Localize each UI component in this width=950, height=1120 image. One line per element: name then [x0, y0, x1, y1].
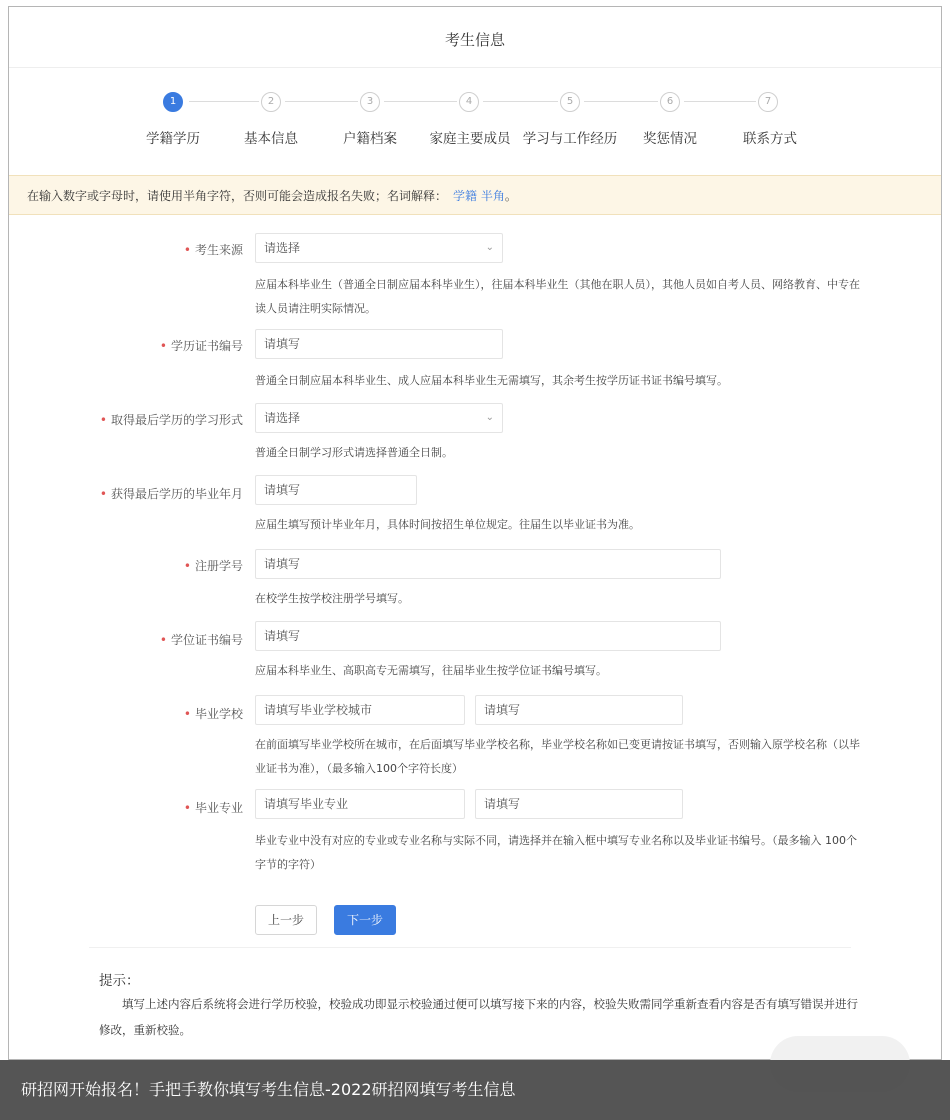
step-connector	[584, 101, 658, 102]
half-width-notice	[9, 175, 941, 215]
step-4-label[interactable]: 家庭主要成员	[429, 131, 511, 147]
field-help: 普通全日制应届本科毕业生、成人应届本科毕业生无需填写，其余考生按学历证书证书编号填写。	[255, 374, 728, 387]
tips-title: 提示：	[99, 973, 140, 989]
required-mark: •	[183, 801, 191, 815]
step-2-dot[interactable]: 2	[261, 92, 281, 112]
field-label: • 取得最后学历的学习形式	[99, 413, 243, 427]
registration-window	[8, 6, 942, 1060]
chevron-down-icon: ⌄	[485, 412, 494, 423]
step-6-dot[interactable]: 6	[660, 92, 680, 112]
step-connector	[684, 101, 756, 102]
notice-suffix: 。	[504, 189, 517, 203]
step-1-label[interactable]: 学籍学历	[146, 131, 200, 147]
degree-number-input[interactable]: 请填写	[255, 621, 721, 651]
required-mark: •	[183, 707, 191, 721]
major-input[interactable]: 请填写毕业专业	[255, 789, 465, 819]
field-help: 毕业专业中没有对应的专业或专业名称与实际不同，请选择并在输入框中填写专业名称以及毕业证书编号。（最多输入 100个字节的字符）	[255, 834, 857, 871]
caption-bar: 研招网开始报名！手把手教你填写考生信息-2022研招网填写考生信息	[0, 1060, 950, 1120]
field-label: • 考生来源	[183, 243, 243, 257]
step-5-dot[interactable]: 5	[560, 92, 580, 112]
field-label: • 注册学号	[183, 559, 243, 573]
field-help: 应届生填写预计毕业年月，具体时间按招生单位规定。往届生以毕业证书为准。	[255, 518, 640, 531]
required-mark: •	[159, 339, 167, 353]
field-label: • 毕业学校	[183, 707, 243, 721]
school-city-input[interactable]: 请填写毕业学校城市	[255, 695, 465, 725]
field-label: • 学位证书编号	[159, 633, 243, 647]
field-label: • 获得最后学历的毕业年月	[99, 487, 243, 501]
study-form-select[interactable]: 请选择 ⌄	[255, 403, 503, 433]
prev-step-button[interactable]: 上一步	[255, 905, 317, 935]
notice-text: 在输入数字或字母时，请使用半角字符，否则可能会造成报名失败；名词解释：	[27, 189, 448, 203]
required-mark: •	[183, 559, 191, 573]
divider	[89, 947, 851, 948]
source-select[interactable]: 请选择 ⌄	[255, 233, 503, 263]
step-connector	[384, 101, 457, 102]
required-mark: •	[99, 413, 107, 427]
required-mark: •	[159, 633, 167, 647]
field-label: • 毕业专业	[183, 801, 243, 815]
tips-body: 填写上述内容后系统将会进行学历校验，校验成功即显示校验通过便可以填写接下来的内容，校验失败需同学重新查看内容是否有填写错误并进行修改，重新校验。	[99, 997, 858, 1037]
step-4-dot[interactable]: 4	[459, 92, 479, 112]
step-connector	[483, 101, 558, 102]
step-progress	[9, 7, 942, 167]
field-help: 在前面填写毕业学校所在城市，在后面填写毕业学校名称，毕业学校名称如已变更请按证书填写，否则输入原学校名称（以毕业证书为准），（最多输入100个字符长度）	[255, 738, 860, 775]
step-connector	[285, 101, 358, 102]
graduation-date-input[interactable]: 请填写	[255, 475, 417, 505]
required-mark: •	[183, 243, 191, 257]
student-id-input[interactable]: 请填写	[255, 549, 721, 579]
step-2-label[interactable]: 基本信息	[244, 131, 298, 147]
field-help: 普通全日制学习形式请选择普通全日制。	[255, 446, 453, 459]
step-6-label[interactable]: 奖惩情况	[643, 131, 697, 147]
next-step-button[interactable]: 下一步	[334, 905, 396, 935]
field-help: 在校学生按学校注册学号填写。	[255, 592, 409, 605]
step-1-dot[interactable]: 1	[163, 92, 183, 112]
field-help: 应届本科毕业生（普通全日制应届本科毕业生），往届本科毕业生（其他在职人员），其他人员如自考人员、网络教育、中专在读人员请注明实际情况。	[255, 278, 860, 315]
required-mark: •	[99, 487, 107, 501]
glossary-link[interactable]: 学籍 半角	[453, 189, 505, 203]
step-connector	[189, 101, 259, 102]
school-name-input[interactable]: 请填写	[475, 695, 683, 725]
field-label: • 学历证书编号	[159, 339, 243, 353]
major-extra-input[interactable]: 请填写	[475, 789, 683, 819]
step-7-label[interactable]: 联系方式	[743, 131, 797, 147]
chevron-down-icon: ⌄	[485, 242, 494, 253]
step-3-dot[interactable]: 3	[360, 92, 380, 112]
field-help: 应届本科毕业生、高职高专无需填写，往届毕业生按学位证书编号填写。	[255, 664, 607, 677]
step-3-label[interactable]: 户籍档案	[343, 131, 397, 147]
diploma-number-input[interactable]: 请填写	[255, 329, 503, 359]
page-title: 考生信息	[444, 31, 505, 49]
step-7-dot[interactable]: 7	[758, 92, 778, 112]
step-5-label[interactable]: 学习与工作经历	[522, 131, 618, 147]
